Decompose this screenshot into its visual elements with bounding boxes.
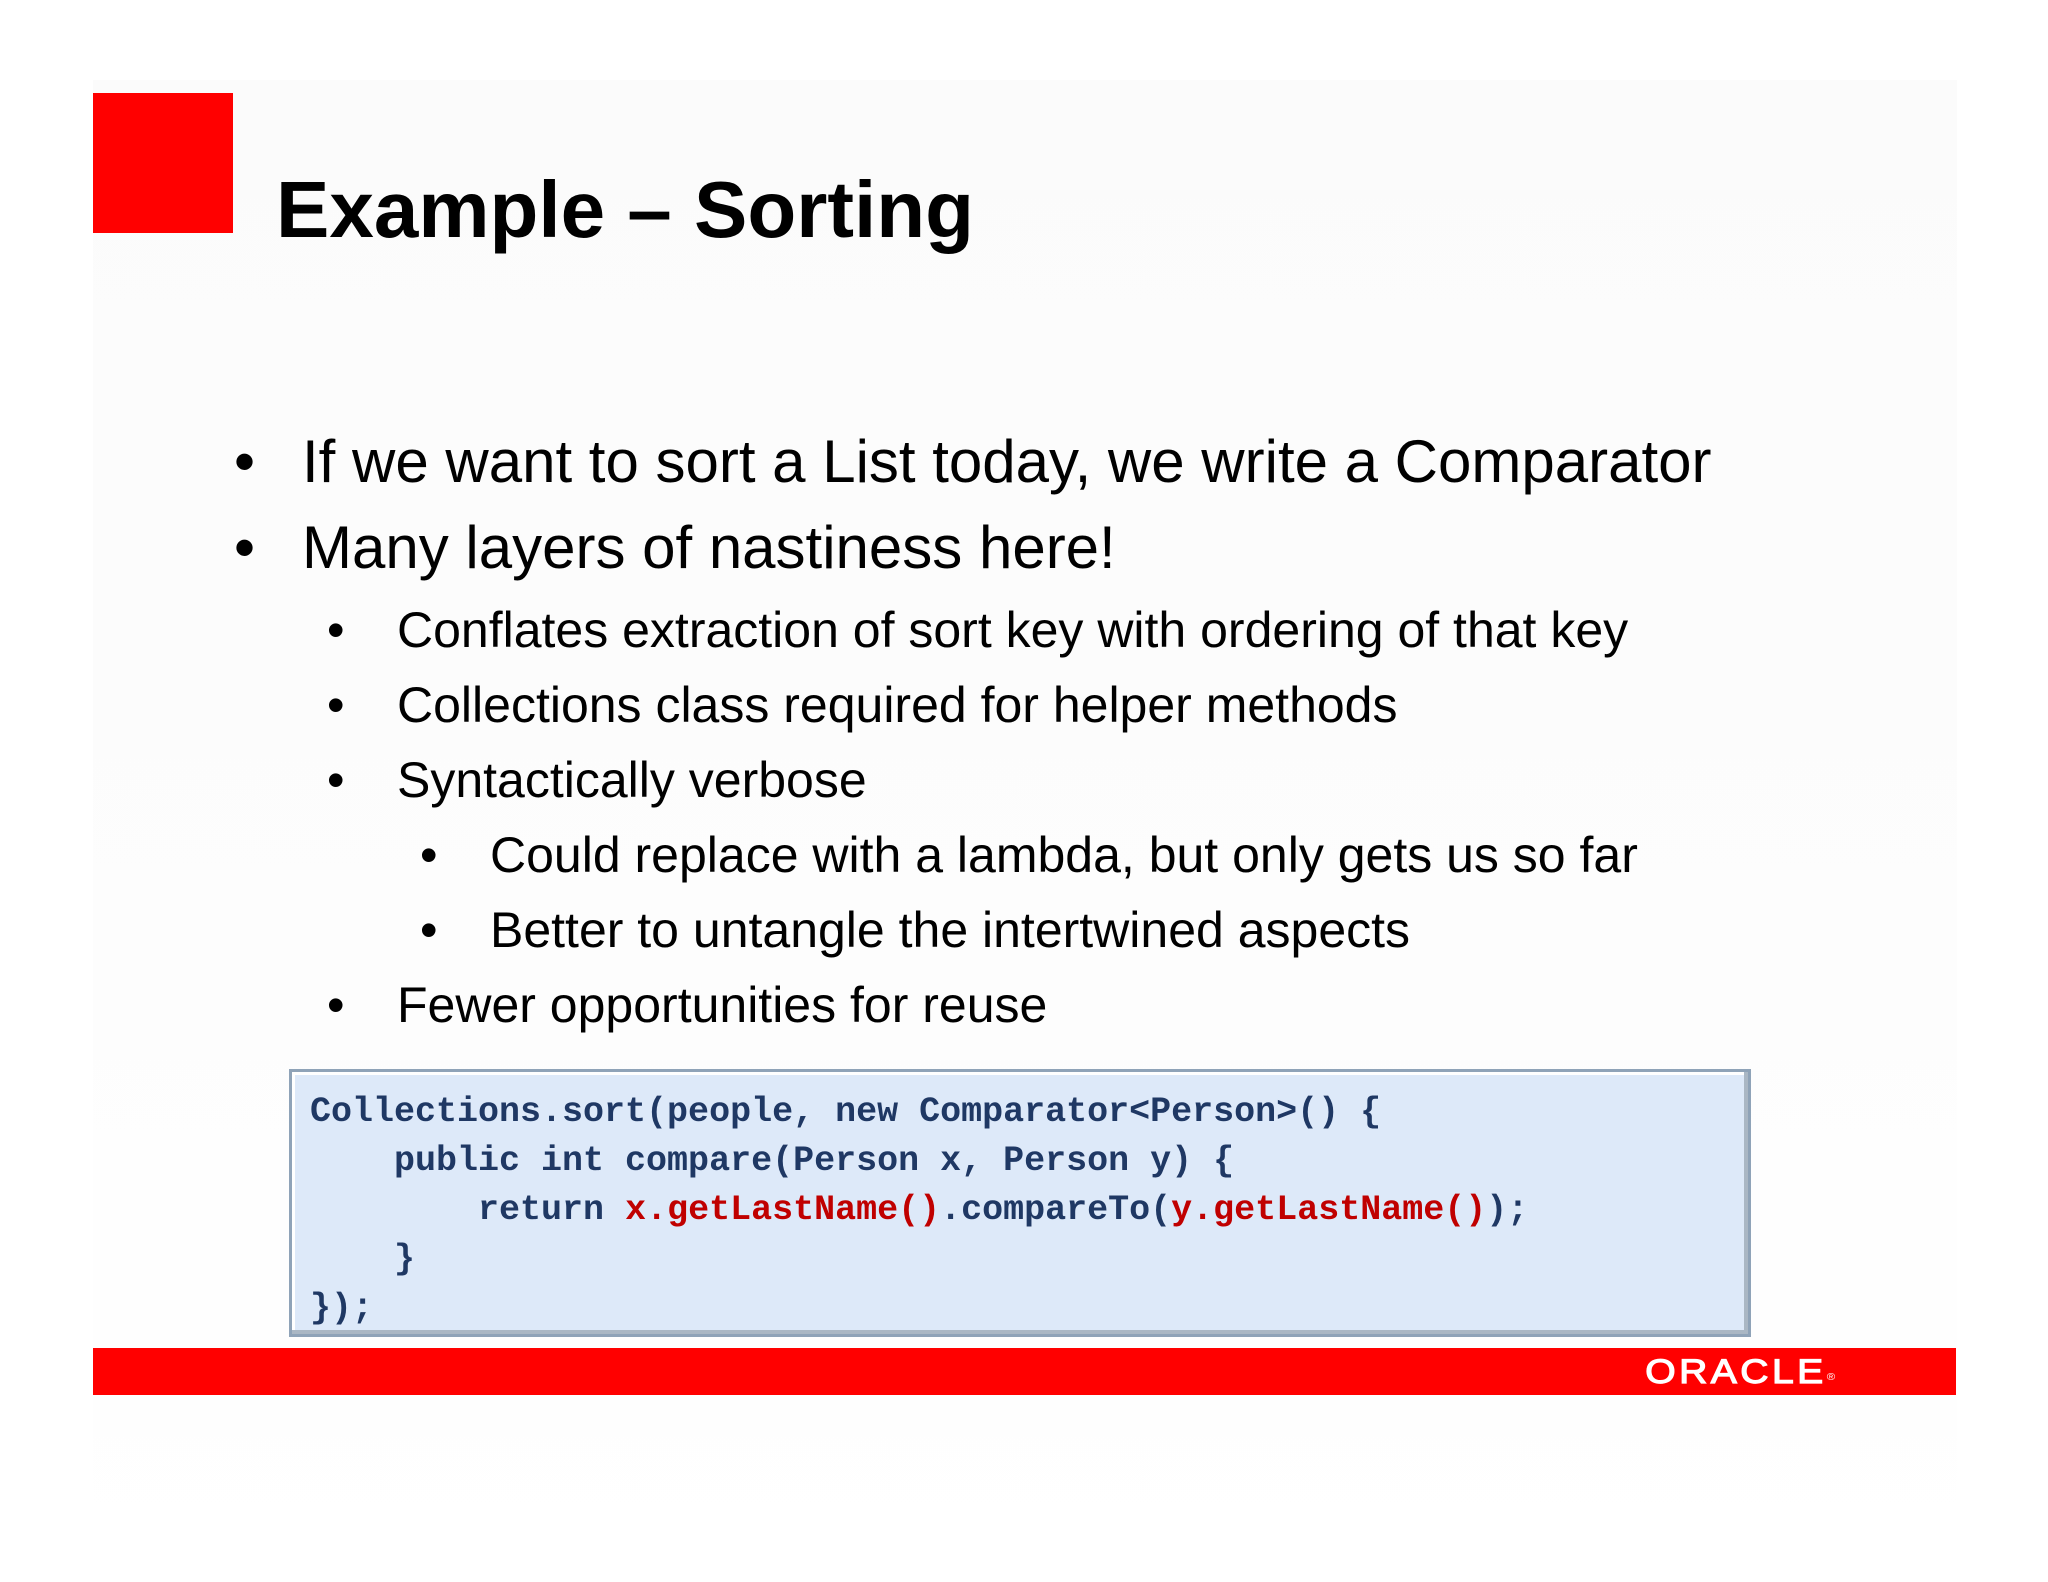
bullet-icon: • — [327, 677, 345, 733]
bullet-text: Better to untangle the intertwined aspects — [490, 902, 1411, 958]
oracle-logo-text: ORACLE — [1645, 1353, 1827, 1391]
title-accent-square — [93, 93, 233, 233]
bullet-icon: • — [234, 428, 256, 495]
code-block — [289, 1069, 1751, 1337]
bullet-icon: • — [234, 514, 256, 581]
bullet-text: If we want to sort a List today, we write a Comparator — [302, 428, 1712, 495]
code-token: return — [310, 1190, 626, 1230]
bullet-text: Syntactically verbose — [397, 752, 867, 808]
bullet-icon: • — [420, 902, 438, 958]
bullet-text: Many layers of nastiness here! — [302, 514, 1116, 581]
code-highlight: y.getLastName() — [1171, 1190, 1487, 1230]
code-line: public int compare(Person x, Person y) { — [310, 1141, 1235, 1181]
bullet-text: Conflates extraction of sort key with ordering of that key — [397, 602, 1629, 658]
bullet-icon: • — [327, 977, 345, 1033]
bullet-text: Fewer opportunities for reuse — [397, 977, 1048, 1033]
registered-mark: ® — [1826, 1372, 1835, 1383]
footer-bar — [93, 1348, 1956, 1395]
code-line: } — [310, 1239, 416, 1279]
bullet-text: Collections class required for helper methods — [397, 677, 1398, 733]
code-line: }); — [310, 1288, 374, 1328]
code-line — [310, 1186, 1528, 1234]
code-line: Collections.sort(people, new Comparator<Person>() { — [310, 1092, 1382, 1132]
slide-title: Example – Sorting — [276, 165, 974, 254]
bullet-icon: • — [420, 827, 438, 883]
bullet-icon: • — [327, 602, 345, 658]
code-token: .compareTo( — [940, 1190, 1172, 1230]
code-highlight: x.getLastName() — [625, 1190, 941, 1230]
bullet-text: Could replace with a lambda, but only gets us so far — [490, 827, 1638, 883]
code-token: ); — [1486, 1190, 1529, 1230]
oracle-logo — [1645, 1352, 1835, 1392]
bullet-icon: • — [327, 752, 345, 808]
